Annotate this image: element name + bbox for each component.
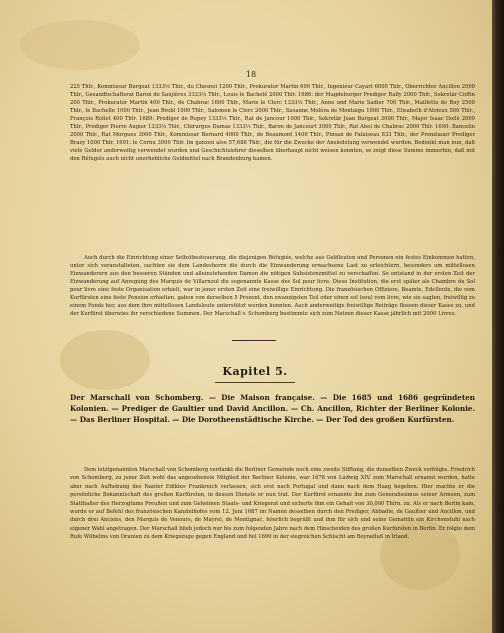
chapter-body-text: Dem letztgenannten Marschall von Schomberg verdankt die Berliner Gemeinde noch eine zweite Stiftung, die denselben Zweck verfolgte. Friedrich von Schomberg, zu jener Zeit wohl das angesehenste Mitglied der Berliner Kolonie, war 1678 von Ludwig XIV. zum Marschall ernannt worden, hatte aber nach Aufhebung des Nanter Ediktes Frankreich verlassen, sich erst nach Portugal und dann nach dem Haag begeben. Hier machte er die persönliche Bekanntschaft des großen Kurfürsten, in dessen Dienste er nun trat. Der Kurfürst ernannte ihn zum Generalissimus seiner Armeen, zum Statthalter des Herzogtums Preußen und zum Geheimen Staats- und Kriegsrat und sicherte ihm ein Gehalt von 30,000 Thlrn. zu. Als er nach Berlin kam, wurde er auf Befehl des französischen Kanzleihofes vom 12. Juni 1687 im Namen desselben durch den Prediger, Abbadie, de Gaultier und Ancillon, und durch drei Anciens, den Marquis de Venours, de Mayrel, de Montignac, feierlich begrüßt und ihm für sich und seine Gemahlin ein Kirchenstuhl nach eigener Wahl angetragen. Der Marschall blieb jedoch nur bis zum folgenden Jahre nach dem Hinscheiden des großen Kurfürsten in Berlin. Er folgte dem Rufe Wilhelms von Oranien zu dem Kriegszuge gegen England und fiel 1690 in der siegreichen Schlacht am Boynefluß in Irland. [70,467,475,541]
book-binding-edge [492,0,504,633]
paper-stain [60,330,150,390]
chapter-summary: Der Marschall von Schomberg. — Die Maison française. — Die 1685 und 1686 gegründeten Kolonien. — Prediger de Gaultier und David Ancillon. — Ch. Ancillon, Richter der Berliner Kolonie. — Das Berliner Hospital. — Die Dorotheenstädtische Kirche. — Der Tod des großen Kurfürsten. [70,393,475,424]
chapter-title: Kapitel 5. [222,365,288,378]
paragraph-salary-list: 225 Thlr., Kommissar Burgeat 1333⅓ Thlr., du Chesnoi 1200 Thlr., Prokurator Martin 600 Thlr., Ingenieur Cayart 6000 Thlr., Oberrichter Ancillon 2000 Thlr., Gesandtschaftsrat Baron de Saujières 3333⅓ Thlr., Louis le Bachelé 2000 Thlr. 1686: der Magdeburger Prediger Rally 2000 Thlr., Sekretär Coffin 200 Thlr., Prokurator Martin 400 Thlr., de Chabrac 1600 Thlr., Marie le Clerc 1333⅓ Thlr., Anne und Marie Sadier 700 Thlr., Maillette de Buy 2500 Thlr., le Bachelle 1000 Thlr., Jean Brebl 1000 Thlr., Salomon le Clerc 2000 Thlr., Susanne Moléra de Montaigu 1000 Thlr., Elisabeth d'Atrieux 500 Thlr., François Rollet 400 Thlr. 1689: Prediger de Repey 1333⅓ Thlr., Rat de Jancour 1000 Thlr., Sekretär Jean Burgeat 3000 Thlr., Major Isaac Dollé 2000 Thlr., Prediger Pierre Augier 1333⅓ Thlr., Chirurgus Dumas 1333⅓ Thlr., Baron de Jancourt 3000 Thlr., Rat Abel de Chabrac 2000 Thlr. 1690: Bancelin 2000 Thlr., Rat Morgues 3000 Thlr., Kommissar Bernard 4000 Thlr., de Beaumont 1400 Thlr., Pinsan de Falaiseau 833 Thlr., der Prenzlauer Prediger Brazy 1000 Thlr. 1691: le Cornu 3000 Thlr. Im ganzen also 57,688 Thlr., die für die Zwecke der Ansiedelung verwendet wurden. Bedenkt man nun, daß viele Gelder anderweitig verwendet wurden und Geschichtslehrer dieselben überhaupt nicht weisen konnten, so zeigt diese Summe immerhin, daß mit den Réfugiés auch nicht unerhebliche Geldmittel nach Brandenburg kamen. [70,84,475,162]
section-divider [232,340,276,341]
chapter-title-underline [215,382,295,383]
paper-stain [20,20,140,70]
paragraph-sol-pour-livre: Auch durch die Einrichtung einer Selbstbesteuerung, die diejenigen Réfugiés, welche aus Geldleuten und Personen ein festes Einkommen hatten, unter sich veranstalteten, suchten sie dem Landesherrn die durch die Einwanderung erwachsene Last zu erleichtern, besonders um mittellosen Einwanderern aus den besseren Ständen und alleinstehenden Damen die nötigen Subsistenzmittel zu verschaffen. So entstand in der ersten Zeit der Einwanderung auf Anregung des Marquis de Villarnoul die sogenannte Kasse des Sol pour livre. Diese Institution, die erst später als Chambre du Sol pour livre eine feste Organisation erhielt, war in jener ersten Zeit eine freiwillige Einrichtung. Die französischen Offiziere, Beamte, Edelleute, die vom Kurfürsten eine feste Pension erhielten, gaben von derselben 5 Prozent, den zwanzigsten Teil oder einen sol (sou) vom livre, wie sie sagten, freiwillig zu einem Fonds her, aus dem ihre mittellosen Landsleute unterstützt werden konnten. Auch anderweitige freiwillige Beiträge flossen dieser Kasse zu, und der Kurfürst überwies ihr verschiedene Summen. Der Marschall v. Schomberg bestimmte sich zum Nutzen dieser Kasse jährlich mit 2000 Livres. [70,255,475,317]
page-number: 18 [245,70,257,79]
